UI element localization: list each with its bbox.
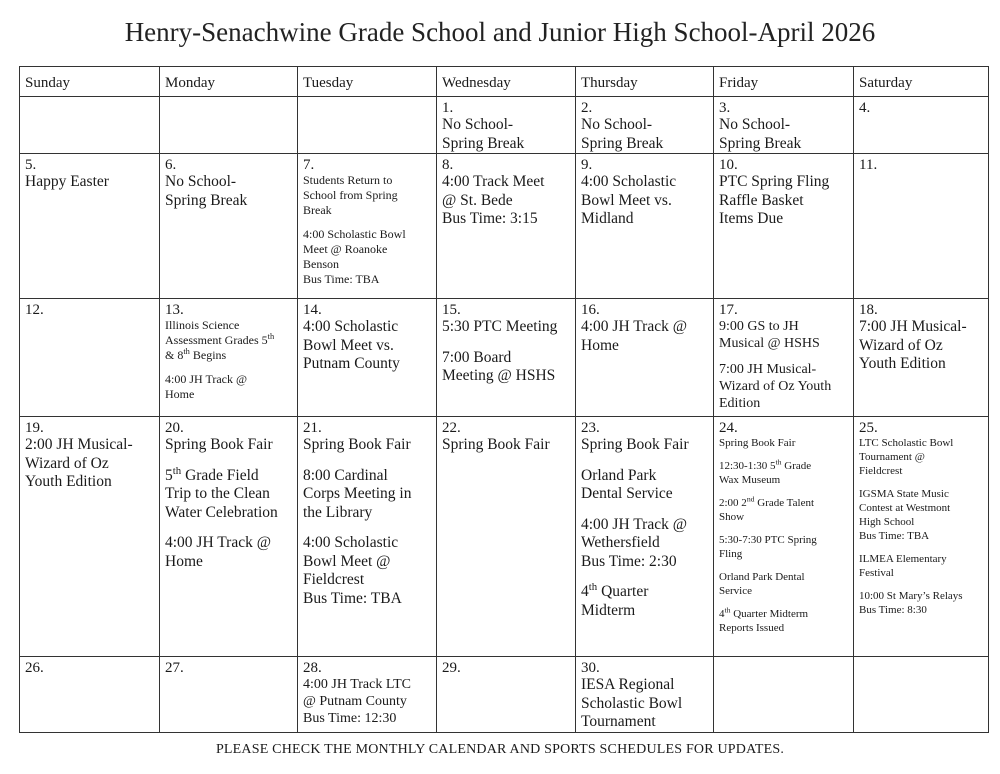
event-text: Grade Field [181,466,259,484]
day-number: 26. [25,660,44,676]
day-cell-16 [576,299,714,417]
day-cell-5 [20,154,160,299]
event-text: Meeting @ HSHS [442,367,556,384]
event-text: 7:00 JH Musical- [719,362,817,377]
event-text: Wizard of Oz [859,336,943,354]
event-text: 8:00 Cardinal [303,466,388,484]
day-cell-empty [714,657,854,733]
superscript: th [183,347,190,356]
event-text: Tournament @ [859,451,925,463]
day-number: 22. [442,420,461,436]
event-text: 4:00 Scholastic Bowl [303,227,406,241]
day-cell-empty [20,97,160,154]
event-text: Reports Issued [719,622,785,634]
week-row-2 [20,154,989,299]
event-text: No School- [165,173,237,190]
day-cell-10 [714,154,854,299]
event-text: Tournament [581,713,656,730]
event-text: Scholastic Bowl [581,694,683,712]
day-number: 4. [859,100,871,116]
weekday-sunday: Sunday [20,67,160,97]
weekday-tuesday: Tuesday [298,67,437,97]
event-text: Orland Park Dental [719,571,805,583]
event-text: 4:00 Track Meet [442,173,545,190]
day-number: 17. [719,302,738,318]
day-cell-9 [576,154,714,299]
day-number: 9. [581,157,593,173]
event-text: Begins [189,348,227,362]
event-text: @ St. Bede [442,191,513,209]
day-cell-14 [298,299,437,417]
day-cell-7 [298,154,437,299]
event-text: Assessment Grades 5 [165,333,268,347]
day-cell-27 [160,657,298,733]
day-number: 13. [165,302,184,318]
event-text: Musical @ HSHS [719,336,820,351]
day-cell-19 [20,417,160,657]
event-text: 4 [581,583,589,600]
day-cell-23 [576,417,714,657]
event-text: Bus Time: TBA [303,589,402,607]
event-text: @ Putnam County [303,694,407,709]
superscript: th [172,464,182,477]
event-text: Orland Park [581,466,657,484]
event-text: Spring Break [581,134,664,152]
event-text: 9:00 GS to JH [719,319,799,334]
day-number: 7. [303,157,315,173]
event-text: Bowl Meet vs. [581,191,672,209]
event-text: Bus Time: 8:30 [859,604,927,616]
day-cell-3 [714,97,854,154]
day-number: 27. [165,660,184,676]
event-text: Bus Time: 12:30 [303,711,397,726]
event-text: Putnam County [303,355,400,372]
week-row-5 [20,657,989,733]
day-cell-20 [160,417,298,657]
day-cell-1 [437,97,576,154]
event-text: Wizard of Oz [25,454,109,472]
day-number: 21. [303,420,322,436]
day-cell-24 [714,417,854,657]
event-text: 4:00 Scholastic [303,318,399,335]
day-number: 5. [25,157,37,173]
event-text: Edition [719,396,761,411]
event-text: 4 [719,608,725,620]
superscript: nd [746,494,755,504]
event-text: Meet @ Roanoke [303,242,388,256]
week-row-4 [20,417,989,657]
day-cell-2 [576,97,714,154]
event-text: Home [165,387,195,401]
day-number: 15. [442,302,461,318]
event-text: Bus Time: TBA [303,272,380,286]
event-text: ILMEA Elementary [859,553,947,565]
day-number: 25. [859,420,878,436]
event-text: Dental Service [581,485,673,502]
event-text: 4:00 JH Track @ [165,372,248,386]
day-cell-26 [20,657,160,733]
day-number: 11. [859,157,878,173]
event-text: Festival [859,567,894,579]
day-number: 1. [442,100,454,116]
event-text: 5:30-7:30 PTC Spring [719,534,817,546]
event-text: School from Spring [303,188,398,202]
day-cell-22 [437,417,576,657]
event-text: Wethersfield [581,534,660,551]
day-cell-4 [854,97,989,154]
day-cell-11 [854,154,989,299]
event-text: IESA Regional [581,676,675,693]
event-text: No School- [581,116,653,133]
event-text: Spring Book Fair [581,436,689,453]
event-text: Raffle Basket [719,191,804,209]
event-text: Youth Edition [859,355,946,372]
calendar-grid [19,66,989,733]
event-text: High School [859,516,915,528]
event-text: Bowl Meet vs. [303,336,394,354]
event-text: Water Celebration [165,503,278,521]
superscript: th [775,457,782,467]
day-cell-30 [576,657,714,733]
day-number: 10. [719,157,738,173]
event-text: LTC Scholastic Bowl [859,437,954,449]
event-text: Spring Book Fair [165,436,273,453]
event-text: Bus Time: 3:15 [442,210,538,227]
event-text: Wizard of Oz Youth [719,379,832,394]
event-text: Fieldcrest [303,571,365,588]
event-text: No School- [442,116,514,133]
event-text: 5 [165,466,173,484]
day-number: 24. [719,420,738,436]
event-text: Bus Time: TBA [859,530,930,542]
day-cell-21 [298,417,437,657]
event-text: 4:00 JH Track @ [581,515,687,533]
event-text: 4:00 JH Track LTC [303,677,412,692]
event-text: Quarter Midterm [730,608,809,620]
event-text: Home [165,552,203,570]
event-text: Spring Book Fair [442,436,550,453]
event-text: Spring Book Fair [303,436,411,453]
day-cell-empty [298,97,437,154]
event-text: Youth Edition [25,473,112,490]
day-number: 18. [859,302,878,318]
event-text: Benson [303,257,339,271]
week-row-1 [20,97,989,154]
weekday-saturday: Saturday [854,67,989,97]
superscript: th [267,332,275,341]
day-cell-18 [854,299,989,417]
event-text: Quarter [597,583,649,600]
event-text: Service [719,585,752,597]
day-cell-8 [437,154,576,299]
event-text: Trip to the Clean [165,485,270,502]
event-text: 2:00 JH Musical- [25,436,133,453]
day-cell-12 [20,299,160,417]
event-text: Fieldcrest [859,465,903,477]
weekday-wednesday: Wednesday [437,67,576,97]
day-cell-6 [160,154,298,299]
day-number: 30. [581,660,600,676]
event-text: No School- [719,116,791,133]
event-text: Spring Break [165,191,248,209]
event-text: Midland [581,210,634,227]
event-text: 7:00 Board [442,348,512,366]
event-text: 4:00 Scholastic [581,173,677,190]
day-cell-13 [160,299,298,417]
day-number: 23. [581,420,600,436]
day-number: 3. [719,100,731,116]
day-number: 2. [581,100,593,116]
weekday-header-row [20,67,989,97]
event-text: Midterm [581,601,636,619]
event-text: 5:30 PTC Meeting [442,318,558,335]
event-text: Bus Time: 2:30 [581,552,677,570]
event-text: PTC Spring Fling [719,173,830,190]
superscript: th [724,605,731,615]
weekday-thursday: Thursday [576,67,714,97]
event-text: Bowl Meet @ [303,552,391,570]
event-text: 10:00 St Mary’s Relays [859,590,963,602]
day-cell-29 [437,657,576,733]
event-text: Students Return to [303,173,393,187]
event-text: Spring Break [442,134,525,152]
day-number: 28. [303,660,322,676]
day-number: 29. [442,660,461,676]
day-cell-17 [714,299,854,417]
superscript: th [588,580,598,593]
event-text: the Library [303,503,373,521]
event-text: Show [719,511,745,523]
event-text: Items Due [719,210,784,227]
event-text: 4:00 JH Track @ [165,534,271,551]
event-text: 2:00 2 [719,497,747,509]
event-text: Happy Easter [25,173,109,190]
event-text: Spring Break [719,134,802,152]
event-text: Break [303,203,332,217]
day-cell-empty [854,657,989,733]
day-number: 16. [581,302,600,318]
day-number: 12. [25,302,44,318]
day-cell-empty [160,97,298,154]
event-text: 7:00 JH Musical- [859,318,967,335]
day-number: 14. [303,302,322,318]
event-text: & 8 [165,348,184,362]
week-row-3 [20,299,989,417]
day-cell-15 [437,299,576,417]
event-text: Illinois Science [165,318,240,332]
day-number: 8. [442,157,454,173]
event-text: 4:00 Scholastic [303,534,399,551]
event-text: Grade [781,460,812,472]
day-number: 19. [25,420,44,436]
event-text: Spring Book Fair [719,437,796,449]
event-text: 4:00 JH Track @ [581,318,687,335]
day-number: 20. [165,420,184,436]
page-title: Henry-Senachwine Grade School and Junior High School-April 2026 [124,17,876,47]
event-text: Home [581,336,619,354]
day-cell-28 [298,657,437,733]
event-text: Fling [719,548,743,560]
event-text: Wax Museum [719,474,781,486]
weekday-monday: Monday [160,67,298,97]
event-text: IGSMA State Music [859,488,949,500]
event-text: Corps Meeting in [303,485,412,502]
weekday-friday: Friday [714,67,854,97]
event-text: Grade Talent [754,497,815,509]
event-text: 12:30-1:30 5 [719,460,776,472]
footer-notice: PLEASE CHECK THE MONTHLY CALENDAR AND SPORTS SCHEDULES FOR UPDATES. [215,742,785,757]
day-cell-25 [854,417,989,657]
day-number: 6. [165,157,177,173]
event-text: Contest at Westmont [859,502,951,514]
